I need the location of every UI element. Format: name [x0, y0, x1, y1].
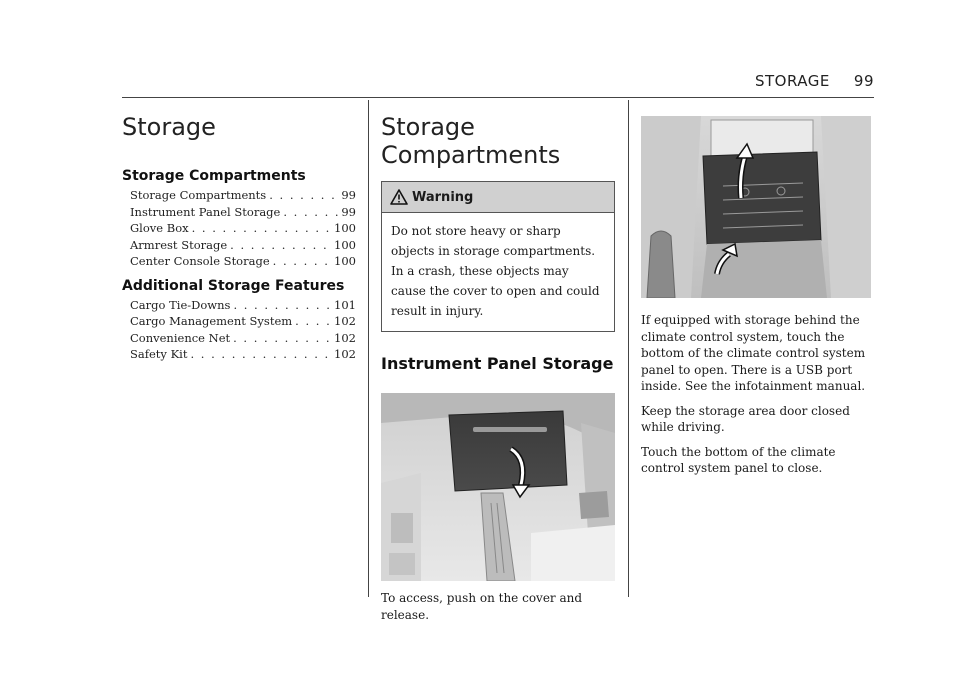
instrument-panel-storage-photo — [381, 393, 615, 581]
toc-heading-storage-compartments: Storage Compartments — [122, 168, 306, 184]
toc-label: Center Console Storage — [130, 254, 270, 268]
toc-label: Cargo Tie-Downs — [130, 297, 231, 312]
running-header — [755, 72, 874, 90]
toc-label: Armrest Storage — [130, 237, 228, 252]
toc-entry[interactable] — [130, 204, 356, 221]
toc-page: 101 — [334, 297, 356, 312]
toc-page: 100 — [334, 237, 356, 252]
toc-label: Storage Compartments — [130, 188, 267, 202]
warning-label: Warning — [412, 189, 474, 205]
warning-icon — [390, 189, 408, 205]
chapter-title: Storage — [122, 113, 216, 141]
toc-entry[interactable] — [130, 330, 356, 347]
toc-heading-additional-storage: Additional Storage Features — [122, 277, 345, 294]
toc-page: 100 — [334, 221, 356, 235]
toc-label: Cargo Management System — [130, 314, 293, 328]
section-title: Storage Compartments — [381, 113, 561, 169]
column-divider-1 — [368, 100, 369, 597]
toc-page: 100 — [334, 254, 356, 268]
toc-entry[interactable] — [130, 237, 356, 254]
toc-page: 102 — [334, 330, 356, 345]
toc-entry[interactable] — [130, 297, 356, 314]
toc-page: 102 — [334, 347, 356, 361]
column-divider-2 — [628, 100, 629, 597]
toc-label: Instrument Panel Storage — [130, 204, 281, 219]
toc-page: 99 — [341, 204, 356, 219]
toc-label: Glove Box — [130, 221, 189, 235]
warning-text: Do not store heavy or sharp objects in storage compartments. In a crash, these objects may cause the cover to open and could result in injury. — [391, 224, 600, 318]
page-number: 99 — [853, 72, 874, 90]
toc-entry[interactable] — [130, 220, 356, 237]
climate-storage-paragraph-2: Keep the storage area door closed while driving. — [641, 403, 850, 434]
page-header — [122, 72, 874, 98]
toc-page: 102 — [334, 314, 356, 328]
toc-list-storage-compartments — [130, 187, 356, 270]
toc-list-additional-storage — [130, 297, 356, 363]
section-name: STORAGE — [755, 72, 830, 90]
climate-storage-column — [641, 100, 875, 477]
toc-column — [122, 100, 356, 363]
climate-storage-paragraph-1: If equipped with storage behind the climate control system, touch the bottom of the climate control system panel to open. There is a USB port inside. See the infotainment manual. — [641, 313, 866, 393]
warning-header — [382, 182, 614, 213]
toc-label: Safety Kit — [130, 347, 188, 361]
instrument-panel-caption: To access, push on the cover and release. — [381, 591, 583, 622]
climate-storage-paragraph-3: Touch the bottom of the climate control system panel to close. — [641, 444, 836, 475]
warning-box — [381, 181, 615, 332]
climate-control-storage-photo — [641, 116, 871, 298]
storage-compartments-column — [381, 100, 615, 623]
toc-label: Convenience Net — [130, 330, 231, 345]
toc-page: 99 — [341, 188, 356, 202]
toc-entry[interactable] — [130, 253, 356, 270]
header-rule — [122, 97, 874, 98]
toc-entry[interactable] — [130, 187, 356, 204]
subheading-instrument-panel: Instrument Panel Storage — [381, 354, 614, 373]
toc-entry[interactable] — [130, 346, 356, 363]
toc-entry[interactable] — [130, 313, 356, 330]
